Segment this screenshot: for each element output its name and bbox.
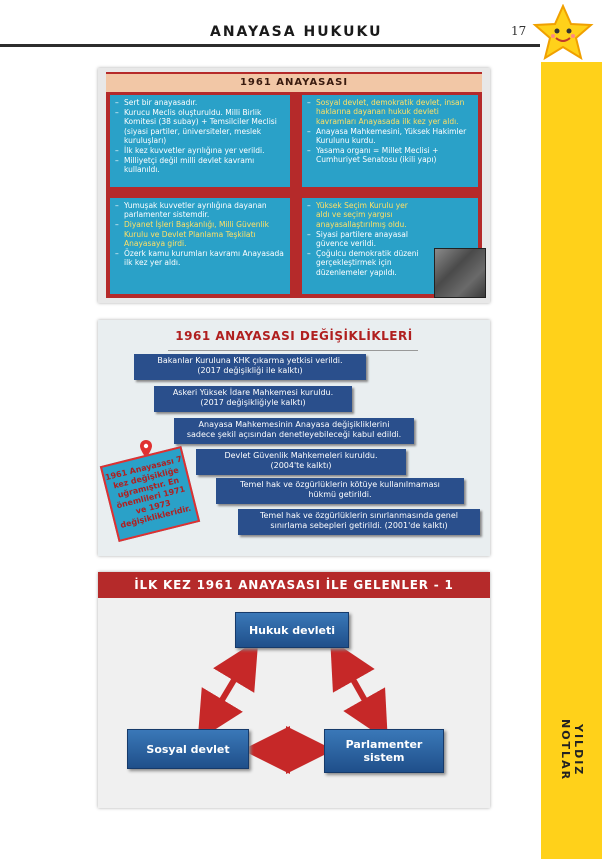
list-item: – Kurucu Meclis oluşturuldu. Milli Birlik Komitesi (38 subay) + Temsilciler Meclisi (siyasi partiler, üniversiteler, meslek kuruluşları) xyxy=(124,108,284,146)
amendment-box: Temel hak ve özgürlüklerin kötüye kullanılmaması hükmü getirildi. xyxy=(216,478,464,504)
list-item: – Yüksek Seçim Kurulu yer aldı ve seçim yargısı anayasallaştırılmış oldu. xyxy=(316,201,422,229)
star-mascot-icon xyxy=(532,4,594,62)
amendment-box: Devlet Güvenlik Mahkemeleri kuruldu. (2004'te kalktı) xyxy=(196,449,406,475)
page-number: 17 xyxy=(511,24,527,38)
node-hukuk-devleti: Hukuk devleti xyxy=(235,612,349,648)
info-box-top-left xyxy=(110,95,290,187)
list-item: – Diyanet İşleri Başkanlığı, Milli Güvenlik Kurulu ve Devlet Planlama Teşkilatı Anayasaya girdi. xyxy=(124,220,284,248)
amendment-box: Bakanlar Kuruluna KHK çıkarma yetkisi verildi. (2017 değişikliği ile kalktı) xyxy=(134,354,366,380)
slide-title: 1961 ANAYASASI xyxy=(106,74,482,92)
amendment-box: Temel hak ve özgürlüklerin sınırlanmasında genel sınırlama sebepleri getirildi. (2001'de kalktı) xyxy=(238,509,480,535)
node-sosyal-devlet: Sosyal devlet xyxy=(127,729,249,769)
info-box-bottom-left xyxy=(110,198,290,294)
list-item: – Özerk kamu kurumları kavramı Anayasada ilk kez yer aldı. xyxy=(124,249,284,268)
sidebar-label: YILDIZ NOTLAR xyxy=(559,718,585,782)
slide-anayasa-degisiklikleri xyxy=(98,320,490,556)
list-item: – İlk kez kuvvetler ayrılığına yer verildi. xyxy=(124,146,284,155)
list-item: – Milliyetçi değil milli devlet kavramı kullanıldı. xyxy=(124,156,284,175)
arrow-right xyxy=(342,660,376,720)
slide-1961-anayasasi xyxy=(98,68,490,303)
list-item: – Yumuşak kuvvetler ayrılığına dayanan parlamenter sistemdir. xyxy=(124,201,284,220)
amendment-box: Askeri Yüksek İdare Mahkemesi kuruldu. (2017 değişikliğiyle kalktı) xyxy=(154,386,352,412)
list-item: – Yasama organı = Millet Meclisi + Cumhuriyet Senatosu (ikili yapı) xyxy=(316,146,472,165)
title-underline xyxy=(168,350,418,351)
list-item: – Siyasi partilere anayasal güvence verildi. xyxy=(316,230,422,249)
slide-ilk-kez-gelenler xyxy=(98,572,490,808)
list-item: – Çoğulcu demokratik düzeni gerçekleştirmek için düzenlemeler yapıldı. xyxy=(316,249,422,277)
list-item: – Anayasa Mahkemesini, Yüksek Hakimler Kurulunu kurdu. xyxy=(316,127,472,146)
arrow-left xyxy=(210,660,246,720)
node-parlamenter-sistem: Parlamenter sistem xyxy=(324,729,444,773)
slide-title: 1961 ANAYASASI DEĞİŞİKLİKLERİ xyxy=(175,329,413,343)
header-divider xyxy=(0,44,540,47)
page-header-title: ANAYASA HUKUKU xyxy=(210,24,383,40)
list-item: – Sosyal devlet, demokratik devlet, insan haklarına dayanan hukuk devleti kavramları Anayasada ilk kez yer aldı. xyxy=(316,98,472,126)
slide-title: İLK KEZ 1961 ANAYASASI İLE GELENLER - 1 xyxy=(98,572,490,598)
list-item: – Sert bir anayasadır. xyxy=(124,98,284,107)
info-box-top-right xyxy=(302,95,478,187)
amendment-note: 1961 Anayasası 7 kez değişikliğe uğramıştır. En önemlileri 1971 ve 1973 değişiklikleridir. xyxy=(100,446,200,542)
amendment-box: Anayasa Mahkemesinin Anayasa değişikliklerini sadece şekil açısından denetleyebileceği kabul edildi. xyxy=(174,418,414,444)
historical-photo xyxy=(434,248,486,298)
